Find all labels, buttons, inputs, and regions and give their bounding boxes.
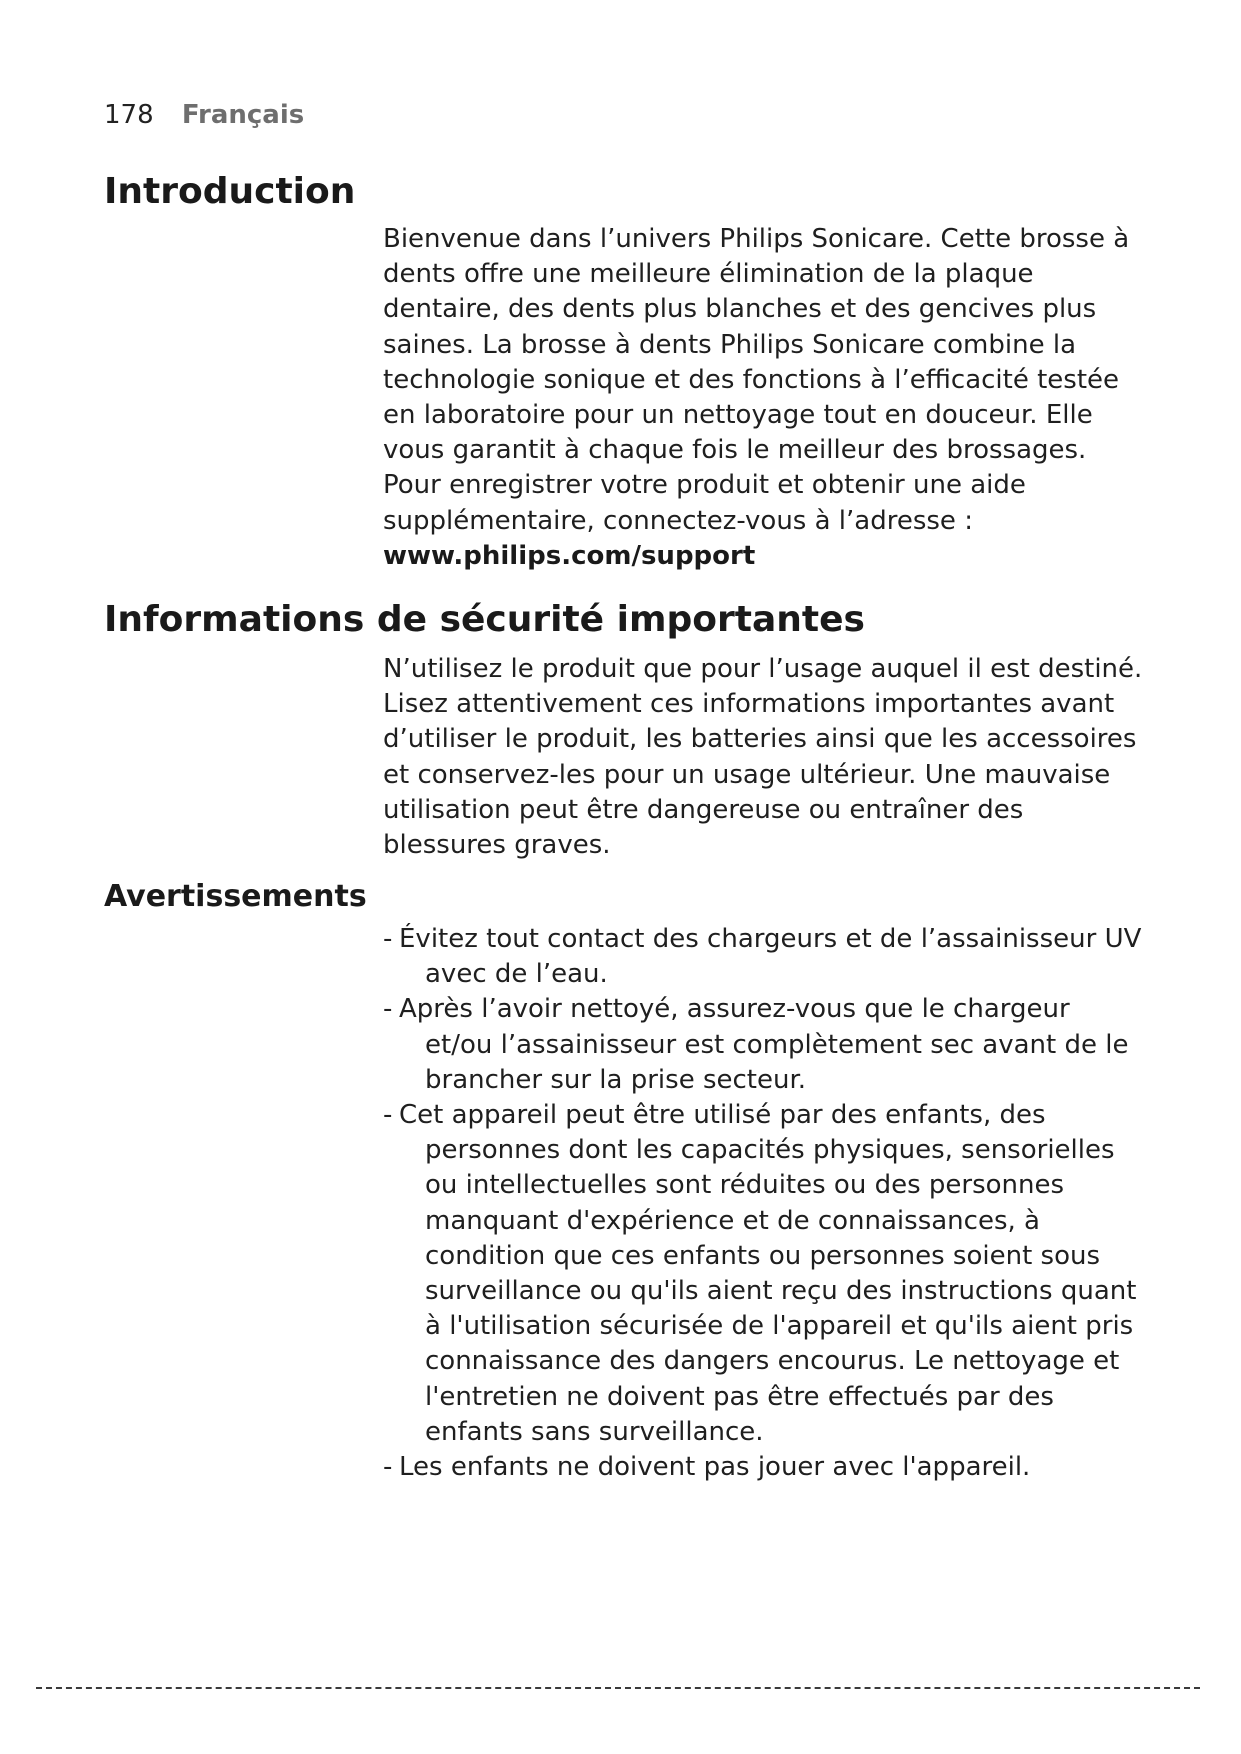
warning-text: Cet appareil peut être utilisé par des enfants, des personnes dont les capacités physiques, sensorielles ou intellectuelles sont réduites ou des personnes manquant d'expérience et de connaissances, à condition que ces enfants ou personnes soient sous surveillance ou qu'ils aient reçu des instructions quant à l'utilisation sécurisée de l'appareil et qu'ils aient pris connaissance des dangers encourus. Le nettoyage et l'entretien ne doivent pas être effectués par des enfants sans surveillance. (399, 1100, 1137, 1447)
introduction-heading: Introduction (104, 171, 356, 212)
warning-text: Évitez tout contact des chargeurs et de l’assainisseur UV avec de l’eau. (399, 924, 1142, 990)
warning-item (383, 992, 1143, 1098)
safety-body (383, 652, 1143, 863)
warnings-heading: Avertissements (104, 879, 367, 914)
warning-item (383, 922, 1143, 992)
warning-item (383, 1450, 1143, 1485)
list-dash: - (383, 924, 393, 954)
warnings-list (383, 922, 1143, 1485)
list-dash: - (383, 994, 393, 1025)
safety-heading: Informations de sécurité importantes (104, 599, 865, 640)
warning-text: Après l’avoir nettoyé, assurez-vous que le chargeur et/ou l’assainisseur est complètement sec avant de le brancher sur la prise secteur. (399, 994, 1129, 1095)
page-header (104, 98, 304, 132)
safety-paragraph: N’utilisez le produit que pour l’usage auquel il est destiné. Lisez attentivement ces informations importantes avant d’utiliser le produit, les batteries ainsi que les accessoires et conservez-les pour un usage ultérieur. Une mauvaise utilisation peut être dangereuse ou entraîner des blessures graves. (383, 654, 1143, 861)
list-dash: - (383, 1452, 393, 1483)
support-link[interactable]: www.philips.com/support (383, 540, 756, 571)
list-dash: - (383, 1100, 393, 1131)
language-label: Français (181, 100, 305, 130)
introduction-body (383, 222, 1143, 574)
introduction-paragraph: Bienvenue dans l’univers Philips Sonicare. Cette brosse à dents offre une meilleure élimination de la plaque dentaire, des dents plus blanches et des gencives plus saines. La brosse à dents Philips Sonicare combine la technologie sonique et des fonctions à l’efficacité testée en laboratoire pour un nettoyage tout en douceur. Elle vous garantit à chaque fois le meilleur des brossages. Pour enregistrer votre produit et obtenir une aide supplémentaire, connectez-vous à l’adresse : (383, 224, 1130, 536)
warning-text: Les enfants ne doivent pas jouer avec l'appareil. (399, 1452, 1031, 1483)
footer-rule (36, 1687, 1200, 1689)
warning-item (383, 1098, 1143, 1450)
page-number: 178 (104, 100, 154, 130)
